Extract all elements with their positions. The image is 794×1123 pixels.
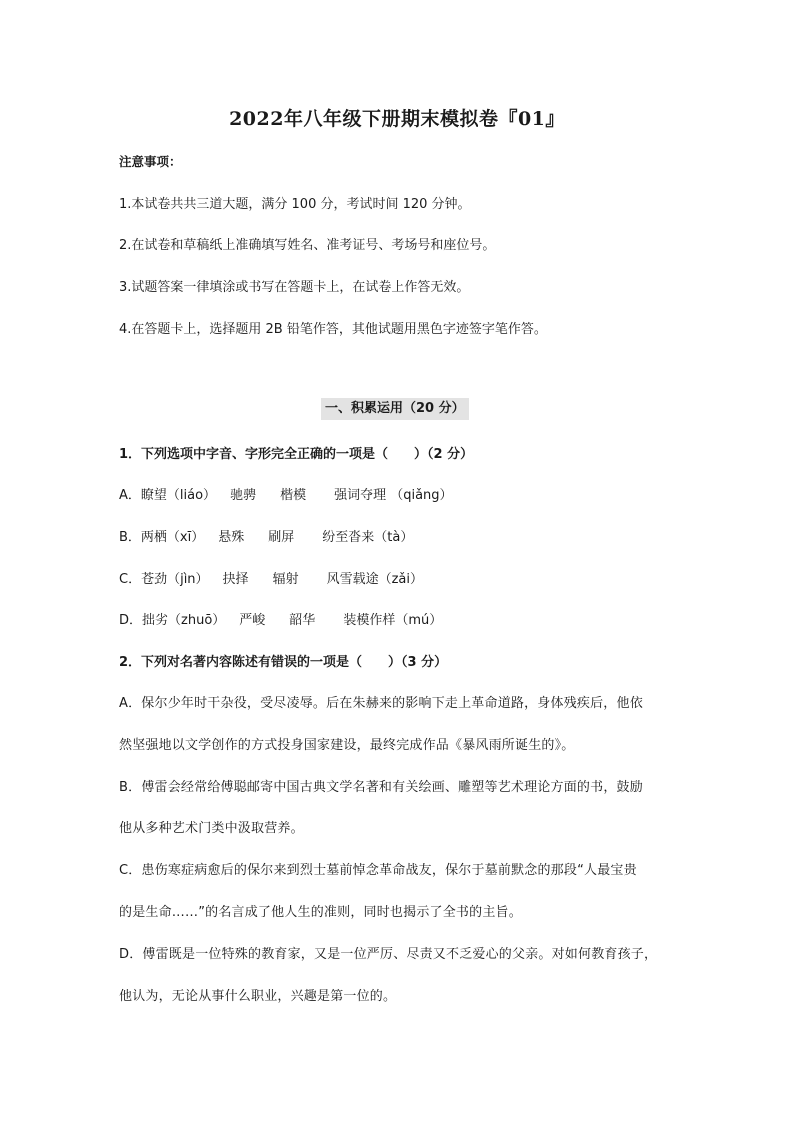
option-word: 纷至沓来（tà）: [322, 530, 414, 545]
question-1-option-a: [119, 484, 453, 503]
option-word: 楷模: [280, 488, 307, 503]
option-word: 强词夺理 （qiǎng）: [334, 488, 453, 503]
option-word: 刷屏: [268, 530, 295, 545]
option-label: A．: [119, 488, 141, 503]
question-2-text-line: D．傅雷既是一位特殊的教育家，又是一位严厉、尽责又不乏爱心的父亲。对如何教育孩子，: [119, 947, 658, 962]
option-label: C．: [119, 572, 142, 587]
option-label: D．: [119, 613, 143, 628]
question-2-text-line: 的是生命……”的名言成了他人生的准则，同时也揭示了全书的主旨。: [119, 905, 522, 920]
notice-heading: 注意事项：: [119, 154, 182, 169]
question-2-text-line: 他从多种艺术门类中汲取营养。: [119, 821, 304, 836]
notice-item: 3.试题答案一律填涂或书写在答题卡上，在试卷上作答无效。: [119, 280, 470, 295]
question-2-text-line: C．患伤寒症病愈后的保尔来到烈士墓前悼念革命战友，保尔于墓前默念的那段“人最宝贵: [119, 863, 637, 878]
notice-item: 4.在答题卡上，选择题用 2B 铅笔作答，其他试题用黑色字迹签字笔作答。: [119, 322, 547, 337]
section-heading: 一、积累运用（20 分）: [321, 398, 469, 420]
exam-title: 2022年八年级下册期末模拟卷『01』: [229, 108, 565, 130]
notice-item: 1.本试卷共共三道大题，满分 100 分，考试时间 120 分钟。: [119, 197, 471, 212]
option-word: 辐射: [272, 572, 299, 587]
question-2-text-line: 然坚强地以文学创作的方式投身国家建设，最终完成作品《暴风雨所诞生的》。: [119, 738, 575, 753]
option-word: 严峻: [239, 613, 266, 628]
option-word: 抉择: [222, 572, 249, 587]
option-word: 驰骋: [230, 488, 257, 503]
notice-item: 2.在试卷和草稿纸上准确填写姓名、准考证号、考场号和座位号。: [119, 238, 496, 253]
question-2-text-line: B．傅雷会经常给傅聪邮寄中国古典文学名著和有关绘画、雕塑等艺术理论方面的书，鼓励: [119, 780, 643, 795]
question-1-option-c: [119, 568, 423, 587]
option-label: B．: [119, 530, 141, 545]
option-word: 悬殊: [218, 530, 245, 545]
question-2-stem: 2．下列对名著内容陈述有错误的一项是（ ）（3 分）: [119, 655, 448, 670]
option-word: 两栖（xī）: [140, 530, 205, 545]
question-1-stem: 1．下列选项中字音、字形完全正确的一项是（ ）（2 分）: [119, 447, 474, 462]
option-word: 韶华: [289, 613, 316, 628]
option-word: 瞭望（liáo）: [140, 488, 217, 503]
option-word: 装模作样（mú）: [343, 613, 443, 628]
question-2-text-line: 他认为，无论从事什么职业，兴趣是第一位的。: [119, 989, 397, 1004]
question-1-option-b: [119, 526, 413, 545]
option-word: 苍劲（jìn）: [141, 572, 209, 587]
option-word: 拙劣（zhuō）: [142, 613, 226, 628]
question-2-text-line: A．保尔少年时干杂役，受尽凌辱。后在朱赫来的影响下走上革命道路，身体残疾后，他依: [119, 696, 643, 711]
option-word: 风雪载途（zǎi）: [326, 572, 423, 587]
question-1-option-d: [119, 609, 442, 628]
